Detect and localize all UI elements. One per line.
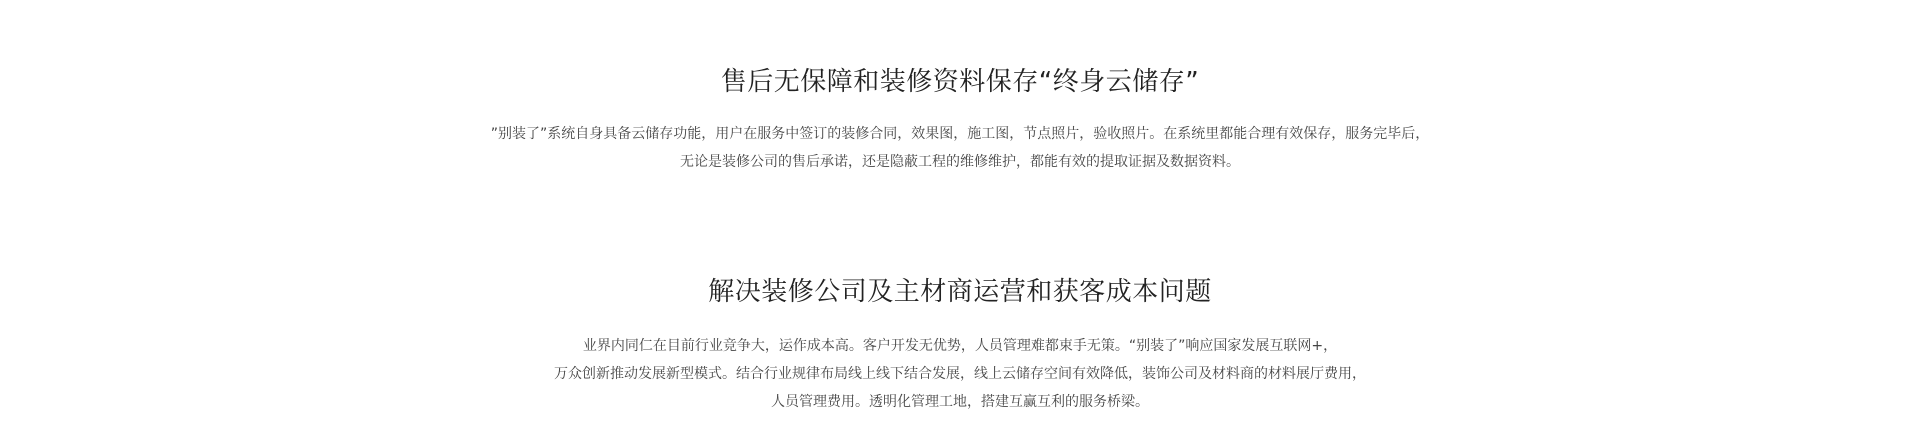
section-cloud-storage [0,62,1920,176]
description-line: 人员管理费用。透明化管理工地，搭建互赢互利的服务桥梁。 [771,394,1149,410]
section-title: 售后无保障和装修资料保存“终身云储存” [720,67,1200,97]
description-line: 业界内同仁在目前行业竞争大，运作成本高。客户开发无优势，人员管理难都束手无策。“别装了”响应国家发展互联网+， [582,338,1338,354]
section-description [0,332,1920,416]
section-description [0,120,1920,176]
description-line: 无论是装修公司的售后承诺，还是隐蔽工程的维修维护，都能有效的提取证据及数据资料。 [680,154,1240,170]
section-title: 解决装修公司及主材商运营和获客成本问题 [708,277,1212,307]
section-operating-cost [0,272,1920,416]
description-line: ”别装了”系统自身具备云储存功能，用户在服务中签订的装修合同，效果图，施工图，节点照片，验收照片。在系统里都能合理有效保存，服务完毕后， [490,126,1430,142]
description-line: 万众创新推动发展新型模式。结合行业规律布局线上线下结合发展，线上云储存空间有效降低，装饰公司及材料商的材料展厅费用， [554,366,1366,382]
